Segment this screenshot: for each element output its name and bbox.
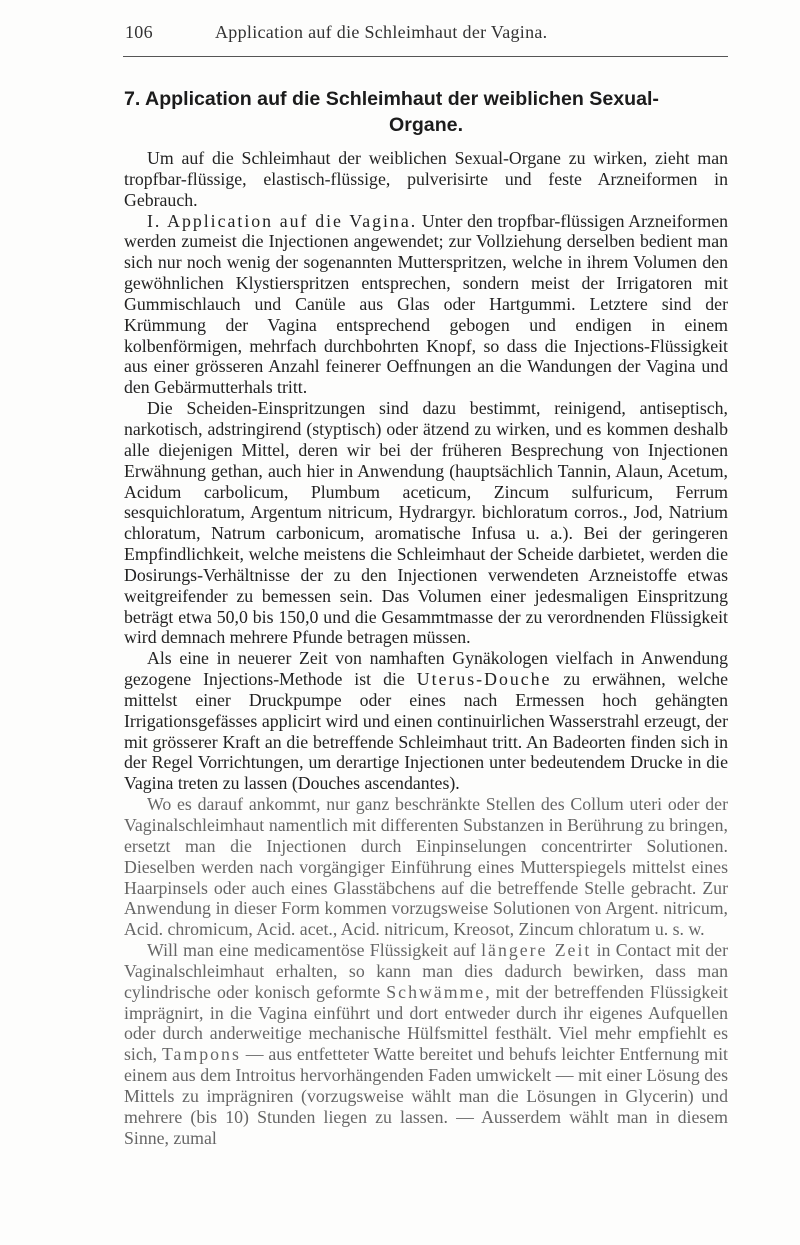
paragraph-vagina-application xyxy=(124,211,728,399)
paragraph-text: Unter den tropfbar-flüssigen Arzneiformen werden zumeist die Injectionen angewendet; zur Vollziehung derselben bedient man sich nur noch wenig der sogenannten Mutterspritzen, welche in ihrem Volumen den gewöhnlichen Klystierspritzen entsprechen, sondern meist der Irrigatoren mit Gummischlauch und Canüle aus Glas oder Hartgummi. Letztere sind der Krümmung der Vagina entsprechend gebogen und endigen in einem kolbenförmigen, mehrfach durchbohrten Knopf, so dass die Injections-Flüssigkeit aus einer grösseren Anzahl feinerer Oeffnungen an die Wandungen der Vagina und den Gebärmutterhals tritt. xyxy=(124,210,728,398)
running-title: Application auf die Schleimhaut der Vagina. xyxy=(215,22,548,42)
section-heading xyxy=(124,86,728,138)
paragraph-uterus-douche xyxy=(124,648,728,794)
section-heading-line-2: Organe. xyxy=(388,114,464,136)
paragraph-text-start: Will man eine medicamentöse Flüssigkeit auf xyxy=(147,940,482,961)
paragraph-text: zu erwähnen, welche mittelst einer Druckpumpe oder eines nach Ermessen hoch gehängten Irrigationsgefässes applicirt wird und einen continuirlichen Wasserstrahl erzeugt, der mit grösserer Kraft an die betreffende Schleimhaut tritt. An Badeorten finden sich in der Regel Vorrichtungen, um derartige Injectionen unter bedeutendem Drucke in die Vagina treten zu lassen (Douches ascendantes). xyxy=(124,669,728,794)
paragraph-text-middle: , mit der betreffenden Flüssigkeit imprägnirt, in die Vagina einführt und dort entweder durch ihr eigenes Aufquellen oder durch anderweitige mechanische Hülfsmittel festhält. Viel mehr empfiehlt es sich, xyxy=(124,981,728,1065)
paragraph-text: Wo es darauf ankommt, nur ganz beschränkte Stellen des Collum uteri oder der Vaginalschleimhaut namentlich mit differenten Substanzen in Berührung zu bringen, ersetzt man die Injectionen durch Einpinselungen concentrirter Solutionen. Dieselben werden nach vorgängiger Einführung eines Mutterspiegels mittelst eines Haarpinsels oder auch eines Glasstäbchens auf die betreffende Stelle gebracht. Zur Anwendung in dieser Form kommen vorzugsweise Solutionen von Argent. nitricum, Acid. chromicum, Acid. acet., Acid. nitricum, Kreosot, Zincum chloratum u. s. w. xyxy=(124,794,728,940)
paragraph-text: — aus entfetteter Watte bereitet und behufs leichter Entfernung mit einem aus dem Introitus hervorhängenden Faden umwickelt — mit einer Lösung des Mittels zu imprägniren (vorzugsweise wählt man die Lösungen in Glycerin) und mehrere (bis 10) Stunden liegen zu lassen. — Ausserdem wählt man in diesem Sinne, zumal xyxy=(124,1044,728,1148)
emphasis-term: längere Zeit xyxy=(481,940,592,961)
running-head xyxy=(125,22,725,46)
paragraph-text: Um auf die Schleimhaut der weiblichen Sexual-Organe zu wirken, zieht man tropfbar-flüssige, elastisch-flüssige, pulverisirte und feste Arzneiformen in Gebrauch. xyxy=(124,148,728,210)
emphasis-term: Uterus-Douche xyxy=(416,669,552,690)
subsection-lead: I. Application auf die Vagina. xyxy=(147,210,418,231)
paragraph-intro xyxy=(124,148,728,211)
header-rule xyxy=(123,56,728,57)
paragraph-injections xyxy=(124,398,728,648)
emphasis-term: Tampons xyxy=(161,1044,241,1065)
emphasis-term: Schwämme xyxy=(386,981,486,1002)
paragraph-tampons xyxy=(124,940,728,1148)
section-heading-line-1: 7. Application auf die Schleimhaut der weiblichen Sexual- xyxy=(124,88,659,110)
paragraph-text: Die Scheiden-Einspritzungen sind dazu bestimmt, reinigend, antiseptisch, narkotisch, adstringirend (styptisch) oder ätzend zu wirken, und es kommen deshalb alle diejenigen Mittel, deren wir bei der früheren Besprechung von Injectionen Erwähnung gethan, auch hier in Anwendung (hauptsächlich Tannin, Alaun, Acetum, Acidum carbolicum, Plumbum aceticum, Zincum sulfuricum, Ferrum sesquichloratum, Argentum nitricum, Hydrargyr. bichloratum corros., Jod, Natrium chloratum, Natrum carbonicum, aromatische Infusa u. a.). Bei der geringeren Empfindlichkeit, welche meistens die Schleimhaut der Scheide darbietet, werden die Dosirungs-Verhältnisse der zu den Injectionen verwendeten Arzneistoffe etwas weitgreifender zu bemessen sein. Das Volumen einer jedesmaligen Einspritzung beträgt etwa 50,0 bis 150,0 und die Gesammtmasse der zu verordnenden Flüssigkeit wird demnach mehrere Pfunde betragen müssen. xyxy=(124,398,728,648)
body-text xyxy=(124,148,728,1149)
page-number: 106 xyxy=(125,22,153,42)
paragraph-text-start: Als eine in neuerer Zeit von namhaften Gynäkologen vielfach in Anwendung gezogene Injections-Methode ist die xyxy=(124,648,728,690)
paragraph-einpinselungen xyxy=(124,794,728,940)
paragraph-text-middle: in Contact mit der Vaginalschleimhaut erhalten, so kann man dies dadurch bewirken, dass man cylindrische oder konisch geformte xyxy=(124,940,728,1002)
